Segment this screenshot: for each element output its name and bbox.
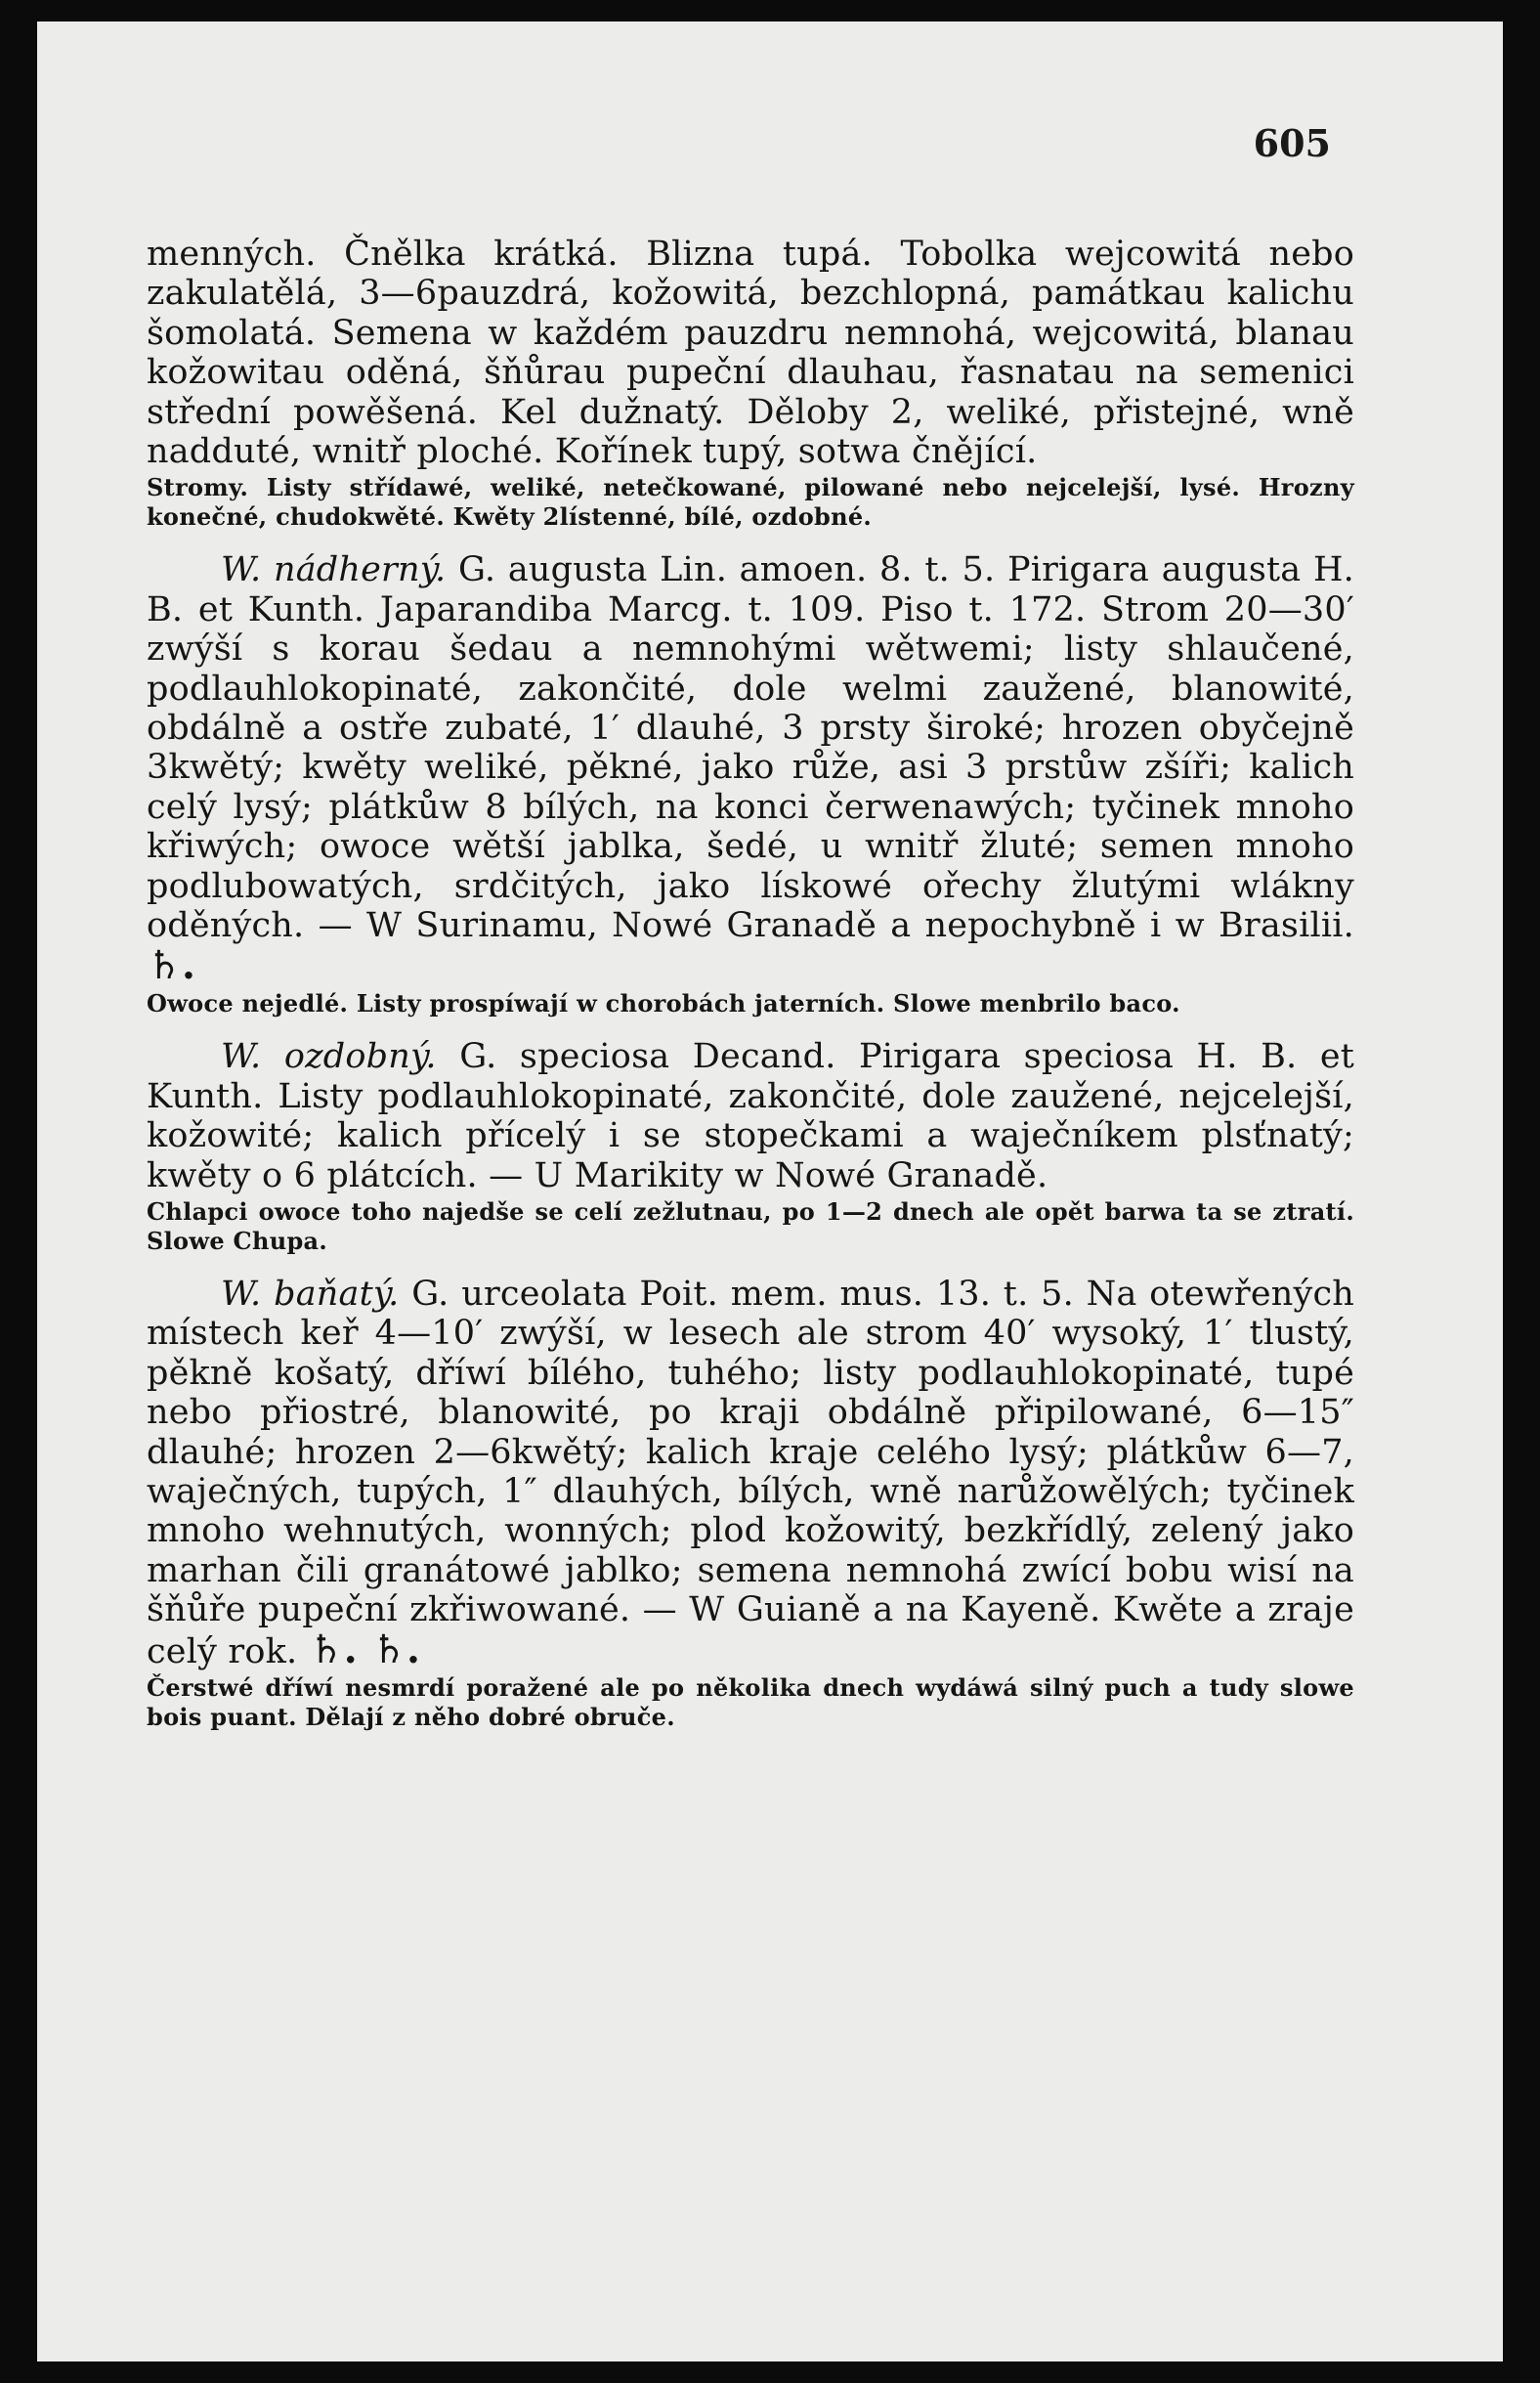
genus-note: Stromy. Listy střídawé, weliké, netečkowané, pilowané nebo nejcelejší, lysé. Hrozny konečné, chudokwěté. Kwěty 2lístenné, bílé, ozdobné. [147,473,1354,531]
species-name: W. nádherný. [221,550,447,590]
species-description [147,1037,1354,1195]
species-entry-ozdobny [147,1037,1354,1255]
page-body [147,235,1354,1739]
book-page [37,22,1503,2361]
species-text: G. speciosa Decand. Pirigara speciosa H. B. et Kunth. Listy podlauhlokopinaté, zakončité, dole zaužené, nejcelejší, kožowité; kalich přícelý i se stopečkami a waječníkem plsťnatý; kwěty o 6 plátcích. — U Marikity w Nowé Granadě. [147,1037,1355,1195]
tree-symbol: ♄. ♄. [308,1625,421,1672]
species-name: W. baňatý. [221,1275,400,1315]
species-text: G. augusta Lin. amoen. 8. t. 5. Pirigara augusta H. B. et Kunth. Japarandiba Marcg. t. 109. Piso t. 172. Strom 20—30′ zwýší s korau šedau a nemnohými wětwemi; listy shlaučené, podlauhlokopinaté, zakončité, dole welmi zaužené, blanowité, obdálně a ostře zubaté, 1′ dlauhé, 3 prsty široké; hrozen obyčejně 3kwětý; kwěty weliké, pěkné, jako růže, asi 3 prstůw zšíři; kalich celý lysý; plátkůw 8 bílých, na konci čerwenawých; tyčinek mnoho křiwých; owoce wětší jablka, šedé, u wnitř žluté; semen mnoho podlubowatých, srdčitých, jako lískowé ořechy žlutými wlákny oděných. — W Surinamu, Nowé Granadě a nepochybně i w Brasilii. [147,550,1355,946]
species-name: W. ozdobný. [221,1037,437,1077]
species-entry-banaty [147,1275,1354,1731]
species-text: G. urceolata Poit. mem. mus. 13. t. 5. Na otewřených místech keř 4—10′ zwýší, w lesech ale strom 40′ wysoký, 1′ tlustý, pěkně košatý, dříwí bílého, tuhého; listy podlauhlokopinaté, tupé nebo přiostré, blanowité, po kraji obdálně připilowané, 6—15″ dlauhé; hrozen 2—6kwětý; kalich kraje celého lysý; plátkůw 6—7, waječných, tupých, 1″ dlauhých, bílých, wně narůžowělých; tyčinek mnoho wehnutých, wonných; plod kožowitý, bezkřídlý, zelený jako marhan čili granátowé jablko; semena nemnohá zwící bobu wisí na šňůře pupeční zkřiwowané. — W Guianě a na Kayeně. Kwěte a zraje celý rok. [147,1275,1354,1671]
species-description [147,1275,1354,1671]
opening-paragraph: menných. Čnělka krátká. Blizna tupá. Tobolka wejcowitá nebo zakulatělá, 3—6pauzdrá, kožowitá, bezchlopná, památkau kalichu šomolatá. Semena w každém pauzdru nemnohá, wejcowitá, blanau kožowitau oděná, šňůrau pupeční dlauhau, řasnatau na semenici střední powěšená. Kel dužnatý. Děloby 2, weliké, přistejné, wně nadduté, wnitř ploché. Kořínek tupý, sotwa čnějící. [147,235,1354,472]
species-description [147,550,1354,986]
page-number: 605 [1253,121,1331,165]
tree-symbol: ♄. [147,941,196,988]
species-note: Chlapci owoce toho najedše se celí zežlutnau, po 1—2 dnech ale opět barwa ta se ztratí. Slowe Chupa. [147,1197,1354,1255]
species-note: Čerstwé dříwí nesmrdí poražené ale po několika dnech wydáwá silný puch a tudy slowe bois puant. Dělají z něho dobré obruče. [147,1673,1354,1731]
species-note: Owoce nejedlé. Listy prospíwají w chorobách jaterních. Slowe menbrilo baco. [147,988,1180,1018]
species-entry-nadherny [147,550,1354,1018]
